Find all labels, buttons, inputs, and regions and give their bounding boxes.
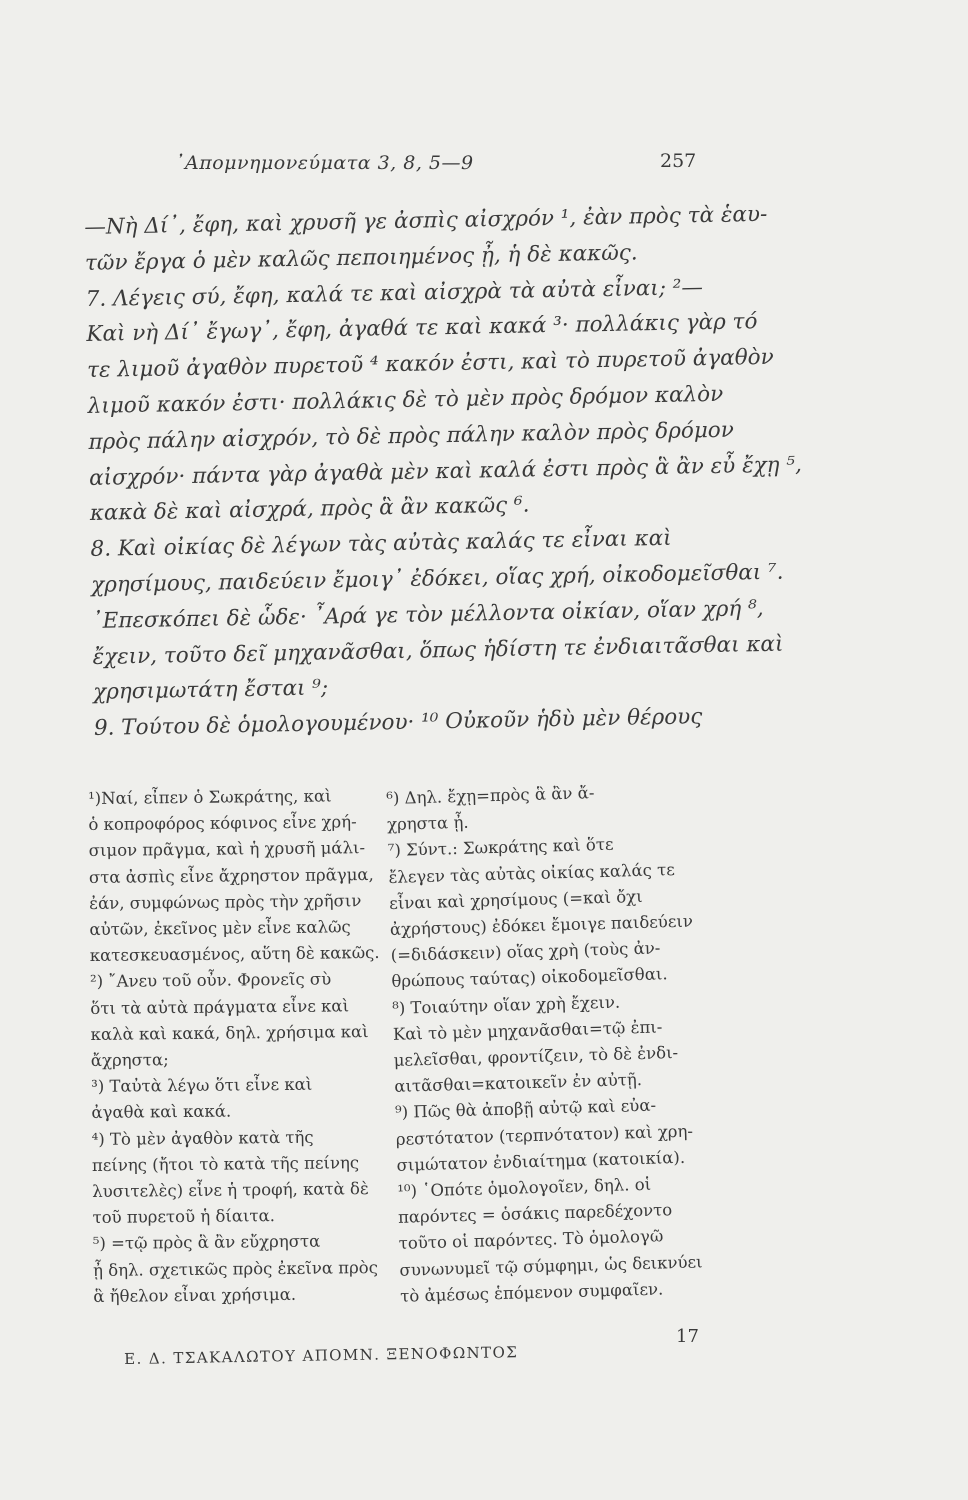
footnote-line: (=διδάσκειν) οἵας χρὴ (τοὺς ἀν- bbox=[390, 938, 661, 966]
text-line: 8. Καὶ οἰκίας δὲ λέγων τὰς αὐτὰς καλάς τε εἶναι καὶ bbox=[90, 525, 672, 563]
footnote-line: σιμον πρᾶγμα, καὶ ἡ χρυσῆ μάλι- bbox=[88, 838, 366, 861]
footnote-line: ἀχρήστους) ἐδόκει ἔμοιγε παιδεύειν bbox=[389, 911, 694, 939]
footnote-line: εἶναι καὶ χρησίμους (=καὶ ὄχι bbox=[389, 886, 643, 913]
footnote-line: ⁷) Σύντ.: Σωκράτης καὶ ὅτε bbox=[387, 835, 614, 861]
footnote-line: ἃ ἤθελον εἶναι χρήσιμα. bbox=[93, 1284, 297, 1306]
footnote-line: ²) ῎Ανευ τοῦ οὖν. Φρονεῖς σὺ bbox=[89, 969, 332, 992]
footnote-line: καλὰ καὶ κακά, δηλ. χρήσιμα καὶ bbox=[90, 1021, 369, 1044]
footnote-line: αιτᾶσθαι=κατοικεῖν ἐν αὐτῇ. bbox=[394, 1070, 643, 1097]
text-line: τε λιμοῦ ἀγαθὸν πυρετοῦ ⁴ κακόν ἐστι, καὶ τὸ πυρετοῦ ἀγαθὸν bbox=[86, 344, 774, 384]
footnote-line: ὅτι τὰ αὐτὰ πράγματα εἶνε καὶ bbox=[90, 995, 350, 1018]
text-line: ᾿Επεσκόπει δὲ ὧδε· ῏Αρά γε τὸν μέλλοντα οἰκίαν, οἵαν χρή ⁸, bbox=[91, 595, 764, 634]
footnotes-right-column bbox=[386, 777, 731, 1310]
footnote-line: λυσιτελὲς) εἶνε ἡ τροφή, κατὰ δὲ bbox=[92, 1179, 369, 1202]
footnote-line: τοῦτο οἱ παρόντες. Τὸ ὁμολογῶ bbox=[398, 1226, 664, 1254]
footnote-line: σιμώτατον ἐνδιαίτημα (κατοικία). bbox=[396, 1147, 686, 1175]
footnote-line: στα ἀσπὶς εἶνε ἄχρηστον πρᾶγμα, bbox=[88, 864, 374, 887]
footnote-line: ᾖ δηλ. σχετικῶς πρὸς ἐκεῖνα πρὸς bbox=[92, 1257, 378, 1280]
text-line: αἰσχρόν· πάντα γὰρ ἀγαθὰ μὲν καὶ καλά ἐστι πρὸς ἃ ἂν εὖ ἔχῃ ⁵, bbox=[88, 451, 803, 491]
footnote-line: ἀγαθὰ καὶ κακά. bbox=[91, 1101, 232, 1123]
footnote-line: ἔλεγεν τὰς αὐτὰς οἰκίας καλάς τε bbox=[388, 859, 675, 887]
footnote-line: τὸ ἀμέσως ἑπόμενον συμφαῖεν. bbox=[399, 1279, 664, 1306]
signature-mark: 17 bbox=[676, 1326, 699, 1347]
text-line: κακὰ δὲ καὶ αἰσχρά, πρὸς ἃ ἂν κακῶς ⁶. bbox=[89, 492, 530, 527]
footnote-line: ¹⁰) ῾Οπότε ὁμολογοῖεν, δηλ. οἱ bbox=[397, 1174, 652, 1201]
text-line: πρὸς πάλην αἰσχρόν, τὸ δὲ πρὸς πάλην καλὸν πρὸς δρόμον bbox=[88, 417, 735, 455]
text-line: Καὶ νὴ Δί᾿ ἔγωγ᾿, ἔφη, ἀγαθά τε καὶ κακά ³· πολλάκις γὰρ τό bbox=[86, 309, 758, 348]
footnote-line: ρεστότατον (τερπνότατον) καὶ χρη- bbox=[395, 1121, 694, 1149]
text-line: χρησίμους, παιδεύειν ἔμοιγ᾿ ἐδόκει, οἵας χρή, οἰκοδομεῖσθαι ⁷. bbox=[90, 559, 784, 598]
footnote-line: ⁶) Δηλ. ἔχῃ=πρὸς ἃ ἂν ἄ- bbox=[386, 783, 595, 808]
text-line: λιμοῦ κακόν ἐστι· πολλάκις δὲ τὸ μὲν πρὸς δρόμον καλὸν bbox=[87, 381, 724, 419]
footnote-line: μελεῖσθαι, φροντίζειν, τὸ δὲ ἐνδι- bbox=[393, 1042, 679, 1070]
text-line: χρησιμωτάτη ἔσται ⁹; bbox=[93, 675, 329, 706]
publication-footer: Ε. Δ. ΤΣΑΚΑΛΩΤΟΥ ΑΠΟΜΝ. ΞΕΝΟΦΩΝΤΟΣ bbox=[124, 1343, 519, 1368]
footnote-line: ³) Ταὐτὰ λέγω ὅτι εἶνε καὶ bbox=[91, 1074, 313, 1097]
text-line: —Νὴ Δί᾿, ἔφη, καὶ χρυσῆ γε ἀσπὶς αἰσχρόν ¹, ἐὰν πρὸς τὰ ἑαυ- bbox=[84, 201, 768, 240]
footnote-line: συνωνυμεῖ τῷ σύμφημι, ὡς δεικνύει bbox=[399, 1252, 703, 1280]
footnote-line: ⁵) =τῷ πρὸς ἃ ἂν εὔχρηστα bbox=[92, 1232, 321, 1254]
footnote-line: πείνης (ἤτοι τὸ κατὰ τῆς πείνης bbox=[91, 1153, 360, 1175]
text-line: 7. Λέγεις σύ, ἔφη, καλά τε καὶ αἰσχρὰ τὰ αὐτὰ εἶναι; ²— bbox=[85, 274, 704, 312]
running-head: ᾿Απομνημονεύματα 3, 8, 5—9 bbox=[175, 152, 474, 174]
text-line: τῶν ἔργα ὁ μὲν καλῶς πεποιημένος ᾖ, ἡ δὲ κακῶς. bbox=[84, 240, 638, 276]
footnote-line: ἐάν, συμφώνως πρὸς τὴν χρῆσιν bbox=[89, 890, 362, 913]
footnote-line: αὐτῶν, ἐκεῖνος μὲν εἶνε καλῶς bbox=[89, 917, 351, 940]
footnote-line: ⁸) Τοιαύτην οἵαν χρὴ ἔχειν. bbox=[391, 992, 621, 1018]
footnote-line: ἄχρηστα; bbox=[90, 1050, 169, 1071]
footnote-line: χρηστα ᾖ. bbox=[386, 812, 469, 835]
footnote-line: παρόντες = ὁσάκις παρεδέχοντο bbox=[397, 1200, 673, 1228]
footnote-line: ὁ κοπροφόρος κόφινος εἶνε χρή- bbox=[88, 812, 357, 835]
footnote-line: τοῦ πυρετοῦ ἡ δίαιτα. bbox=[92, 1206, 276, 1228]
text-line: ἔχειν, τοῦτο δεῖ μηχανᾶσθαι, ὅπως ἡδίστη τε ἐνδιαιτᾶσθαι καὶ bbox=[92, 631, 784, 670]
footnote-line: Καὶ τὸ μὲν μηχανᾶσθαι=τῷ ἐπι- bbox=[392, 1017, 663, 1044]
footnote-line: ⁹) Πῶς θὰ ἀποβῇ αὐτῷ καὶ εὐα- bbox=[394, 1096, 657, 1123]
footnote-line: θρώπους ταύτας) οἰκοδομεῖσθαι. bbox=[391, 964, 668, 992]
main-text bbox=[84, 198, 803, 747]
footnote-line: ⁴) Τὸ μὲν ἀγαθὸν κατὰ τῆς bbox=[91, 1127, 314, 1149]
text-line: 9. Τούτου δὲ ὁμολογουμένου· ¹⁰ Οὐκοῦν ἡδὺ μὲν θέρους bbox=[93, 704, 703, 742]
page-number: 257 bbox=[660, 150, 697, 172]
footnote-line: ¹)Ναί, εἶπεν ὁ Σωκράτης, καὶ bbox=[88, 786, 332, 808]
footnote-line: κατεσκευασμένος, αὕτη δὲ κακῶς. bbox=[89, 943, 380, 966]
footnotes-left-column bbox=[88, 783, 423, 1310]
